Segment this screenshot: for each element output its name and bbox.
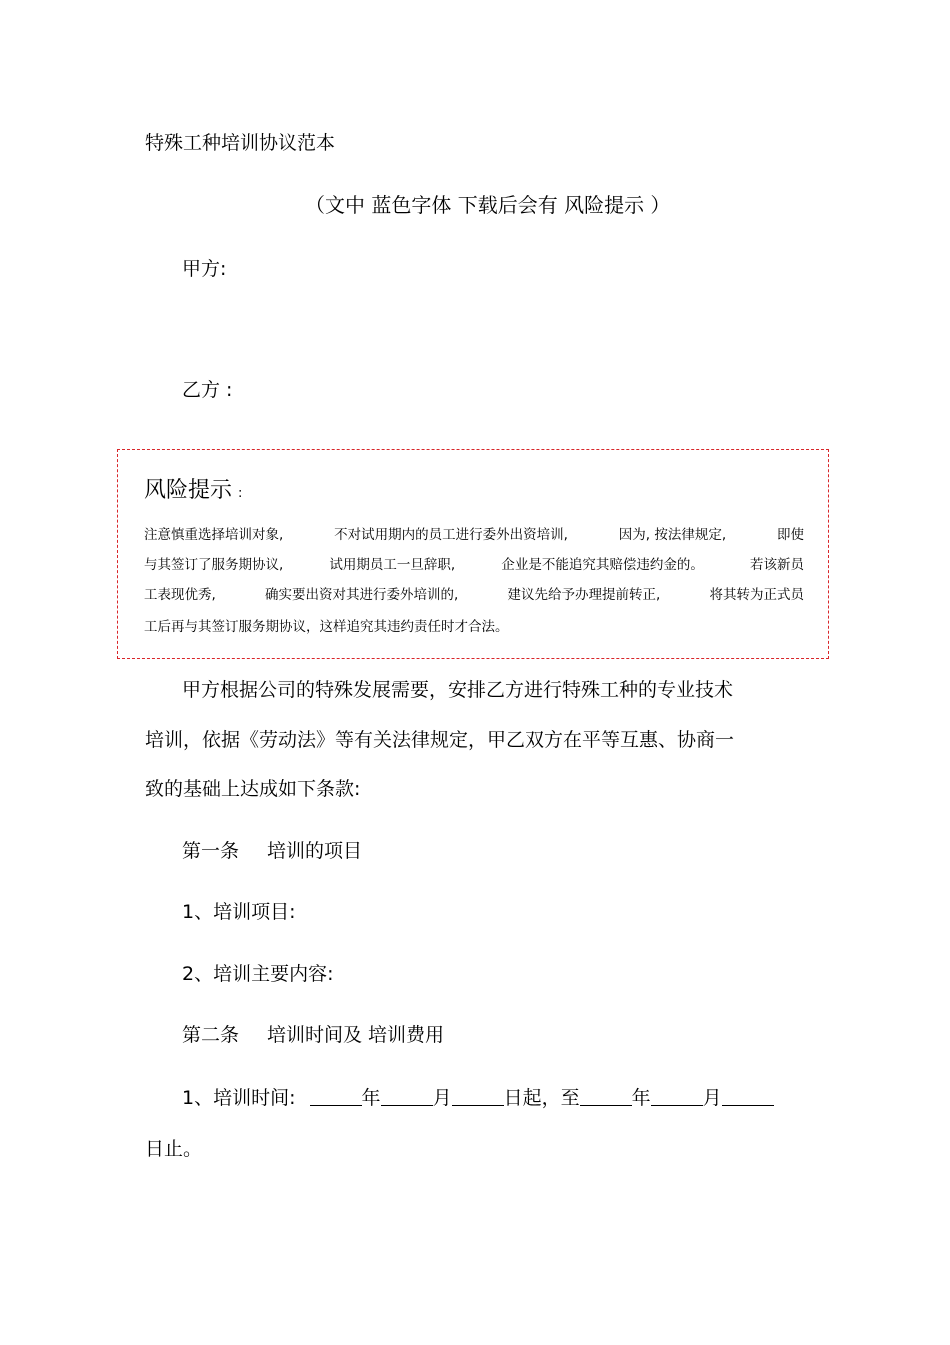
risk-line-3: 工表现优秀, 确实要出资对其进行委外培训的, 建议先给予办理提前转正, 将其转为正式员 [144,587,804,603]
risk-warning-heading: 风险提示 : [144,478,243,503]
party-a-label: 甲方: [182,258,227,280]
blank-month-to [651,1087,703,1106]
risk-warning-box [117,449,829,659]
training-time-end: 日止。 [145,1138,203,1160]
item-training-project: 1、培训项目: [182,901,296,923]
risk-line-1: 注意慎重选择培训对象, 不对试用期内的员工进行委外出资培训, 因为, 按法律规定, 即使 [144,527,804,543]
blank-day-from [452,1087,504,1106]
risk-line-4: 工后再与其签订服务期协议，这样追究其违约责任时才合法。 [144,619,509,635]
intro-line-3: 致的基础上达成如下条款: [145,778,361,800]
blank-year-from [310,1087,362,1106]
page-title: 特殊工种培训协议范本 [145,132,336,154]
party-b-label: 乙方 : [182,379,233,401]
download-notice: （文中 蓝色字体 下载后会有 风险提示 ） [305,193,671,217]
item-training-content: 2、培训主要内容: [182,963,334,985]
intro-line-1: 甲方根据公司的特殊发展需要，安排乙方进行特殊工种的专业技术 [182,679,734,701]
risk-line-2: 与其签订了服务期协议, 试用期员工一旦辞职, 企业是不能追究其赔偿违约金的。 若该新员 [144,557,804,573]
intro-line-2: 培训，依据《劳动法》等有关法律规定，甲乙双方在平等互惠、协商一 [145,729,735,751]
article-1-heading: 第一条 培训的项目 [182,840,363,862]
blank-year-to [580,1087,632,1106]
article-2-heading: 第二条 培训时间及 培训费用 [182,1024,445,1046]
training-time-line: 1、培训时间: 年 月 日起，至 年 月 [182,1085,774,1111]
blank-month-from [381,1087,433,1106]
blank-day-to [722,1087,774,1106]
